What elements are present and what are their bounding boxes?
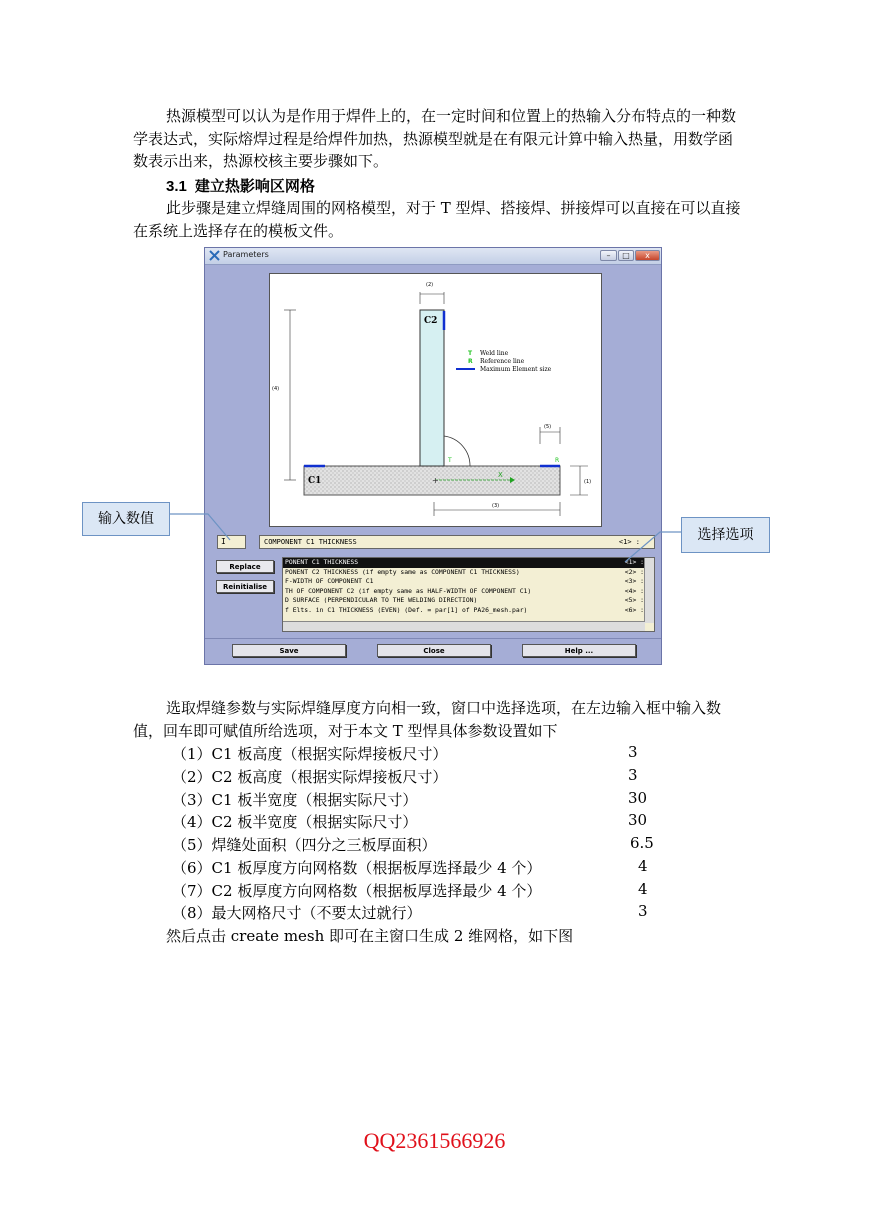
- c1-label: C1: [308, 476, 322, 486]
- input-value-callout: 输入数值: [82, 502, 170, 536]
- dim5-label: (5): [544, 424, 552, 430]
- app-logo-icon: [209, 250, 220, 261]
- replace-button[interactable]: Replace: [216, 560, 274, 573]
- x-axis-label: X: [498, 471, 503, 479]
- origin-marker: +: [432, 476, 439, 485]
- diagram-canvas: [269, 273, 602, 527]
- parameter-row: （2）C2 板高度（根据实际焊接板尺寸） 3: [172, 766, 638, 786]
- parameter-label-field: [259, 535, 655, 549]
- list-item[interactable]: D SURFACE (PERPENDICULAR TO THE WELDING DIRECTION) <5> :: [285, 596, 644, 604]
- c2-label: C2: [424, 316, 438, 326]
- maximize-button[interactable]: □: [618, 250, 634, 261]
- parameter-label-index: <1> :: [618, 538, 640, 546]
- close-button[interactable]: Close: [377, 644, 491, 657]
- section-title: 建立热影响区网格: [194, 177, 315, 195]
- dim3-label: (3): [492, 503, 500, 509]
- parameter-label-text: COMPONENT C1 THICKNESS: [264, 538, 357, 546]
- list-item[interactable]: TH OF COMPONENT C2 (if empty same as HALF-WIDTH OF COMPONENT C1) <4> :: [285, 586, 644, 595]
- dim1-label: (1): [584, 479, 592, 485]
- parameter-row: （6）C1 板厚度方向网格数（根据板厚选择最少 4 个） 4: [172, 857, 648, 877]
- r-label: R: [555, 457, 560, 464]
- intro-paragraph: 热源模型可以认为是作用于焊件上的，在一定时间和位置上的热输入分布特点的一种数学表达式，实际熔焊过程是给焊件加热，热源模型就是在有限元计算中输入热量，用数学函数表示出来，热源校核主要步骤如下。: [133, 107, 737, 170]
- footer-contact: QQ2361566926: [363, 1128, 506, 1153]
- legend-weld-line: Weld line: [480, 350, 509, 357]
- parameter-row: （4）C2 板半宽度（根据实际尺寸） 30: [172, 811, 648, 831]
- value-input[interactable]: I: [217, 535, 246, 549]
- list-item[interactable]: f Elts. in C1 THICKNESS (EVEN) (Def. = par[1] of PA26_mesh.par) <6> :: [285, 605, 644, 614]
- horizontal-scrollbar[interactable]: [283, 621, 645, 631]
- section-heading: [166, 175, 315, 196]
- minimize-button[interactable]: –: [600, 250, 617, 261]
- help-button[interactable]: Help ...: [522, 644, 636, 657]
- save-button[interactable]: Save: [232, 644, 346, 657]
- legend-key-r: R: [468, 358, 473, 365]
- parameter-row: （8）最大网格尺寸（不要太过就行） 3: [172, 902, 648, 922]
- window-title: Parameters: [223, 250, 269, 259]
- t-label: T: [448, 457, 452, 464]
- input-row: [213, 535, 655, 552]
- legend-max-element-size: Maximum Element size: [480, 366, 552, 373]
- dim4-label: (4): [272, 386, 280, 392]
- parameter-row: （3）C1 板半宽度（根据实际尺寸） 30: [172, 789, 648, 809]
- parameter-row: （7）C2 板厚度方向网格数（根据板厚选择最少 4 个） 4: [172, 880, 648, 900]
- vertical-scrollbar[interactable]: [644, 558, 654, 623]
- reinitialise-button[interactable]: Reinitialise: [216, 580, 274, 593]
- parameter-row: （5）焊缝处面积（四分之三板厚面积） 6.5: [172, 834, 654, 854]
- component-c2-plate: [420, 310, 444, 466]
- close-window-button[interactable]: x: [635, 250, 660, 261]
- parameters-window: [204, 247, 662, 665]
- legend-key-t: T: [468, 350, 473, 357]
- dim2-label: (2): [426, 282, 434, 288]
- explanation-paragraph: 选取焊缝参数与实际焊缝厚度方向相一致，窗口中选择选项，在左边输入框中输入数值，回车即可赋值所给选项，对于本文 T 型悍具体参数设置如下: [133, 699, 722, 740]
- legend-reference-line: Reference line: [480, 358, 525, 365]
- list-item[interactable]: PONENT C2 THICKNESS (if empty same as COMPONENT C1 THICKNESS) <2> :: [285, 567, 644, 576]
- t-joint-diagram: [270, 274, 601, 526]
- section-paragraph: 此步骤是建立焊缝周围的网格模型，对于 T 型焊、搭接焊、拼接焊可以直接在可以直接在系统上选择存在的模板文件。: [133, 199, 741, 240]
- section-number: 3.1: [166, 178, 187, 195]
- parameter-row: （1）C1 板高度（根据实际焊接板尺寸） 3: [172, 743, 638, 763]
- list-item[interactable]: PONENT C1 THICKNESS <1> :: [283, 558, 654, 568]
- window-titlebar: [205, 248, 661, 265]
- closing-paragraph: 然后点击 create mesh 即可在主窗口生成 2 维网格，如下图: [166, 927, 574, 945]
- select-option-callout: 选择选项: [681, 517, 770, 553]
- bottom-button-bar: [205, 638, 661, 665]
- parameter-list[interactable]: [282, 557, 655, 632]
- list-item[interactable]: F-WIDTH OF COMPONENT C1 <3> :: [285, 577, 644, 585]
